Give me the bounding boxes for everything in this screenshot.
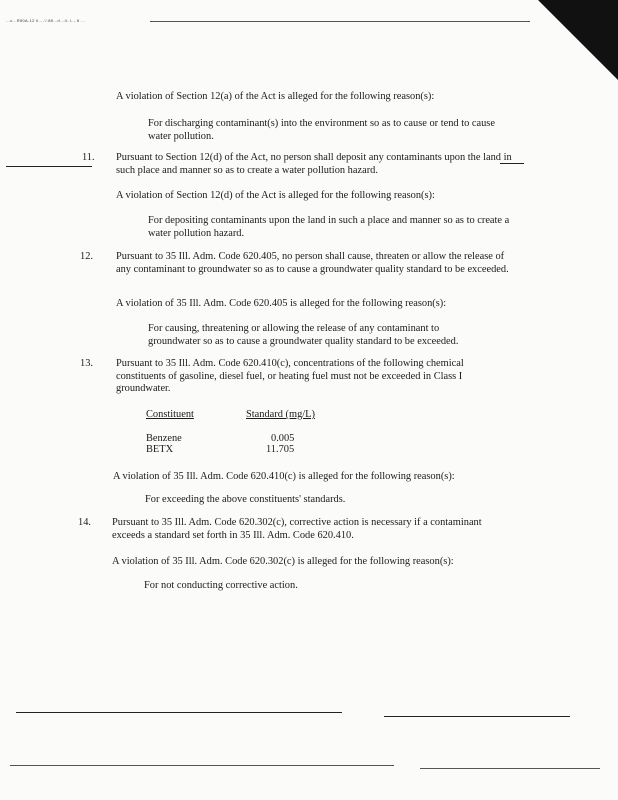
- item-11-violation: A violation of Section 12(d) of the Act is alleged for the following reason(s):: [116, 190, 435, 201]
- scan-corner-shadow: [538, 0, 618, 80]
- item-14-violation: A violation of 35 Ill. Adm. Code 620.302(c) is alleged for the following reason(s):: [112, 556, 454, 567]
- scan-bottom-rule: [16, 712, 342, 713]
- table-cell-standard: 11.705: [266, 444, 295, 455]
- table-cell-constituent: BETX: [146, 444, 174, 455]
- item-12-text: Pursuant to 35 Ill. Adm. Code 620.405, no person shall cause, threaten or allow the release of any contaminant to groundwater so as to cause a groundwater quality standard to be exceeded.: [116, 251, 509, 275]
- item-11-number: 11.: [82, 152, 95, 163]
- item-12-violation: A violation of 35 Ill. Adm. Code 620.405 is alleged for the following reason(s):: [116, 298, 447, 309]
- item-13-reason: For exceeding the above constituents' standards.: [145, 494, 346, 505]
- scan-bottom-rule: [384, 716, 570, 717]
- item-13-violation: A violation of 35 Ill. Adm. Code 620.410(c) is alleged for the following reason(s):: [113, 471, 455, 482]
- scan-header-rule: [150, 21, 530, 22]
- scan-bottom-rule: [420, 768, 600, 769]
- table-header-standard: Standard (mg/L): [246, 409, 315, 420]
- table-row: [146, 444, 315, 456]
- scan-bottom-rule: [10, 765, 394, 766]
- violation-12a-text: A violation of Section 12(a) of the Act is alleged for the following reason(s):: [116, 91, 435, 102]
- item-11-text: Pursuant to Section 12(d) of the Act, no person shall deposit any contaminants upon the land in such place and manner so as to create a water pollution hazard.: [116, 152, 512, 176]
- item-13-text: Pursuant to 35 Ill. Adm. Code 620.410(c), concentrations of the following chemical constituents of gasoline, diesel fuel, or heating fuel must not be exceeded in Class I groundwater.: [116, 358, 464, 394]
- table-header-constituent: Constituent: [146, 409, 194, 420]
- item-12-reason: For causing, threatening or allowing the release of any contaminant to groundwater so as to cause a groundwater quality standard to be exceeded.: [148, 323, 459, 347]
- scan-header-text: ...c...R50A-12 ll...-'/.8fl...rl...ll..l..- 6 ...: [6, 18, 86, 23]
- table-header-row: [146, 409, 315, 421]
- item-14-number: 14.: [78, 517, 91, 528]
- item-13-number: 13.: [80, 358, 93, 369]
- violation-12a-reason: For discharging contaminant(s) into the environment so as to cause or tend to cause water pollution.: [148, 118, 495, 142]
- table-cell-standard: 0.005: [271, 432, 295, 444]
- table-cell-constituent: Benzene: [146, 432, 182, 444]
- item-14-reason: For not conducting corrective action.: [144, 580, 298, 591]
- scan-strike-line-right: [500, 163, 524, 164]
- item-12-number: 12.: [80, 251, 93, 262]
- constituents-table: [146, 409, 315, 456]
- item-14-text: Pursuant to 35 Ill. Adm. Code 620.302(c), corrective action is necessary if a contaminant exceeds a standard set forth in 35 Ill. Adm. Code 620.410.: [112, 517, 482, 541]
- item-11-reason: For depositing contaminants upon the land in such a place and manner so as to create a water pollution hazard.: [148, 215, 510, 239]
- table-row: [146, 433, 315, 445]
- scan-strike-line: [6, 166, 92, 167]
